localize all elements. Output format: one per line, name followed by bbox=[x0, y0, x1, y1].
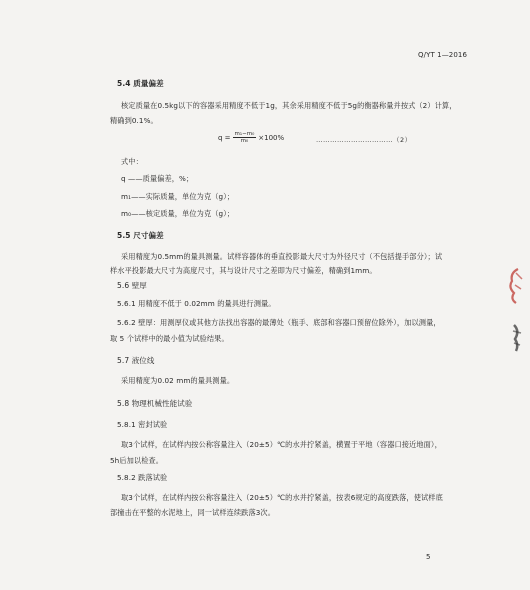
formula-numerator: m₁−m₀ bbox=[234, 131, 255, 137]
formula-lhs: q = bbox=[218, 133, 231, 142]
section-5-8-title: 5.8 物理机械性能试验 bbox=[117, 399, 193, 408]
section-5-8-1-title: 5.8.1 密封试验 bbox=[117, 420, 168, 429]
section-5-8-2-para-line2: 部撞击在平整的水泥地上，同一试样连续跌落3次。 bbox=[110, 508, 276, 517]
variable-q: q ——质量偏差，%； bbox=[121, 174, 194, 183]
formula-number: ……………………………（2） bbox=[316, 136, 412, 144]
section-5-6-title: 5.6 壁厚 bbox=[117, 281, 147, 290]
section-5-4-title: 5.4 质量偏差 bbox=[117, 79, 164, 88]
section-5-4-para-line2: 精确到0.1%。 bbox=[110, 116, 158, 125]
variable-m1: m₁——实际质量，单位为克（g）； bbox=[121, 192, 235, 201]
section-5-7-title: 5.7 液位线 bbox=[117, 356, 155, 365]
section-5-5-para-line1: 采用精度为0.5mm的量具测量。试样容器体的垂直投影最大尺寸为外径尺寸（不包括提手部分）；试 bbox=[121, 252, 443, 261]
variable-m0: m₀——核定质量，单位为克（g）； bbox=[121, 209, 235, 218]
section-5-6-2-line2: 取 5 个试样中的最小值为试验结果。 bbox=[110, 334, 229, 343]
section-5-4-para-line1: 核定质量在0.5kg以下的容器采用精度不低于1g，其余采用精度不低于5g的衡器称量并按式（2）计算， bbox=[121, 101, 457, 110]
standard-number: Q/YT 1—2016 bbox=[418, 51, 468, 59]
formula-fraction bbox=[233, 131, 257, 144]
section-5-5-para-line2: 样水平投影最大尺寸为高度尺寸，其与设计尺寸之差即为尺寸偏差，精确到1mm。 bbox=[110, 266, 377, 275]
section-5-8-1-para-line1: 取3个试样，在试样内按公称容量注入（20±5）℃的水并拧紧盖，横置于平地（容器口接近地面）， bbox=[121, 440, 442, 449]
section-5-6-1: 5.6.1 用精度不低于 0.02mm 的量具进行测量。 bbox=[117, 299, 276, 308]
formula-2 bbox=[218, 131, 284, 144]
section-5-7-para: 采用精度为0.02 mm的量具测量。 bbox=[121, 376, 235, 385]
page-number: 5 bbox=[426, 553, 431, 561]
section-5-8-2-para-line1: 取3个试样，在试样内按公称容量注入（20±5）℃的水并拧紧盖，按表6规定的高度跌落，使试样底 bbox=[121, 493, 443, 502]
section-5-6-2-line1: 5.6.2 壁厚：用测厚仪或其他方法找出容器的最薄处（瓶手、底部和容器口预留位除外），加以测量， bbox=[117, 318, 441, 327]
formula-denominator: m₀ bbox=[240, 138, 249, 144]
section-5-5-title: 5.5 尺寸偏差 bbox=[117, 231, 164, 240]
section-5-8-2-title: 5.8.2 跌落试验 bbox=[117, 473, 168, 482]
section-5-8-1-para-line2: 5h后加以检查。 bbox=[110, 456, 164, 465]
formula-rhs: ×100% bbox=[258, 133, 285, 142]
seal-stamp-edge bbox=[504, 265, 524, 355]
where-label: 式中： bbox=[121, 157, 143, 166]
